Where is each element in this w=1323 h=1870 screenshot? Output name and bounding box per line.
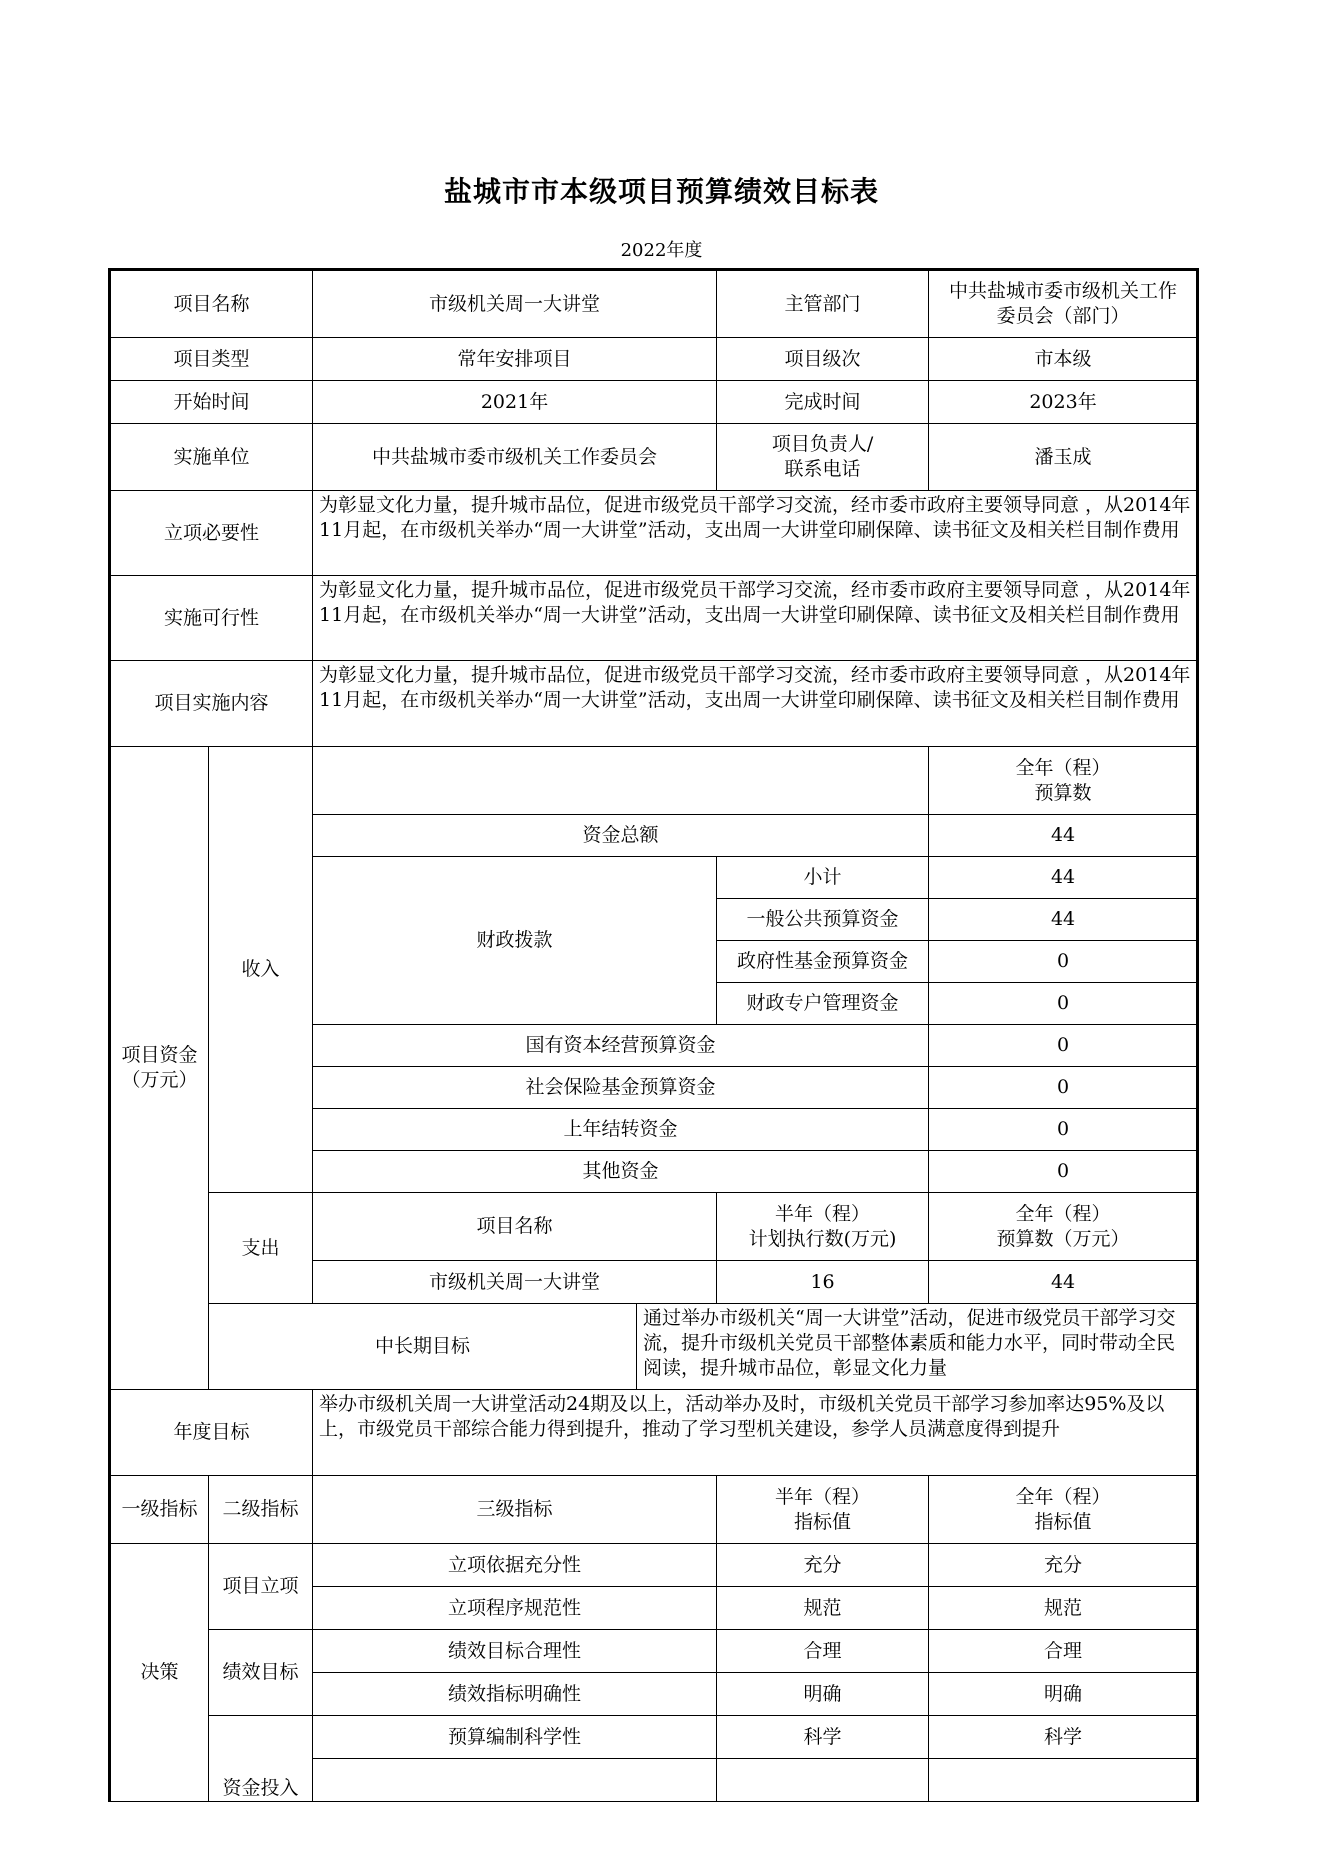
owner-value: 潘玉成 <box>929 424 1198 491</box>
annual-goal-label: 年度目标 <box>110 1390 313 1476</box>
exp-half-header: 半年（程） 计划执行数(万元) <box>717 1193 929 1261</box>
feasibility-label: 实施可行性 <box>110 576 313 661</box>
long-goal-text: 通过举办市级机关“周一大讲堂”活动，促进市级党员干部学习交流，提升市级机关党员干部整体素质和能力水平，同时带动全民阅读，提升城市品位，彰显文化力量 <box>637 1304 1198 1390</box>
row-unit <box>110 424 1198 491</box>
content-label: 项目实施内容 <box>110 661 313 747</box>
table-row <box>110 1630 1198 1673</box>
other-value: 0 <box>929 1151 1198 1193</box>
exp-half: 16 <box>717 1261 929 1304</box>
subtotal-value: 44 <box>929 857 1198 899</box>
indicator-name: 立项程序规范性 <box>313 1587 717 1630</box>
level-value: 市本级 <box>929 338 1198 381</box>
general-label: 一般公共预算资金 <box>717 899 929 941</box>
row-long-goal <box>110 1304 1198 1390</box>
indicator-h2: 二级指标 <box>209 1476 313 1544</box>
exp-name: 市级机关周一大讲堂 <box>313 1261 717 1304</box>
budget-header: 全年（程） 预算数 <box>929 747 1198 815</box>
dept-value: 中共盐城市委市级机关工作 委员会（部门） <box>929 270 1198 338</box>
necessity-label: 立项必要性 <box>110 491 313 576</box>
indicator-h3: 三级指标 <box>313 1476 717 1544</box>
necessity-text: 为彰显文化力量，提升城市品位，促进市级党员干部学习交流，经市委市政府主要领导同意 ，从2014年11月起，在市级机关举办“周一大讲堂”活动，支出周一大讲堂印刷保障、读书征文及相关栏目制作费用 <box>313 491 1198 576</box>
social-value: 0 <box>929 1067 1198 1109</box>
general-value: 44 <box>929 899 1198 941</box>
exp-full: 44 <box>929 1261 1198 1304</box>
indicator-level1: 决策 <box>110 1544 209 1802</box>
expense-label: 支出 <box>209 1193 313 1304</box>
indicator-h5: 全年（程） 指标值 <box>929 1476 1198 1544</box>
type-label: 项目类型 <box>110 338 313 381</box>
special-label: 财政专户管理资金 <box>717 983 929 1025</box>
row-content <box>110 661 1198 747</box>
indicator-half: 合理 <box>717 1630 929 1673</box>
indicator-name: 立项依据充分性 <box>313 1544 717 1587</box>
end-value: 2023年 <box>929 381 1198 424</box>
indicator-name: 预算编制科学性 <box>313 1716 717 1759</box>
unit-value: 中共盐城市委市级机关工作委员会 <box>313 424 717 491</box>
social-label: 社会保险基金预算资金 <box>313 1067 929 1109</box>
state-capital-label: 国有资本经营预算资金 <box>313 1025 929 1067</box>
page-title: 盐城市市本级项目预算绩效目标表 <box>443 175 879 208</box>
indicator-half: 科学 <box>717 1716 929 1759</box>
indicator-full: 规范 <box>929 1587 1198 1630</box>
row-necessity <box>110 491 1198 576</box>
long-goal-label: 中长期目标 <box>209 1304 637 1390</box>
project-name-value: 市级机关周一大讲堂 <box>313 270 717 338</box>
indicator-half: 规范 <box>717 1587 929 1630</box>
carryover-value: 0 <box>929 1109 1198 1151</box>
row-expense-header <box>110 1193 1198 1261</box>
indicator-full: 合理 <box>929 1630 1198 1673</box>
indicator-group-1: 项目立项 <box>209 1544 313 1630</box>
fiscal-label: 财政拨款 <box>313 857 717 1025</box>
indicator-full: 充分 <box>929 1544 1198 1587</box>
table-row <box>110 1716 1198 1759</box>
special-value: 0 <box>929 983 1198 1025</box>
state-capital-value: 0 <box>929 1025 1198 1067</box>
indicator-name: 绩效指标明确性 <box>313 1673 717 1716</box>
table-row <box>110 1544 1198 1587</box>
owner-label: 项目负责人/ 联系电话 <box>717 424 929 491</box>
indicator-group-3: 资金投入 <box>209 1716 313 1802</box>
annual-goal-text: 举办市级机关周一大讲堂活动24期及以上，活动举办及时，市级机关党员干部学习参加率达95%及以上，市级党员干部综合能力得到提升，推动了学习型机关建设，参学人员满意度得到提升 <box>313 1390 1198 1476</box>
start-label: 开始时间 <box>110 381 313 424</box>
unit-label: 实施单位 <box>110 424 313 491</box>
row-funds-header <box>110 747 1198 815</box>
indicator-name: 绩效目标合理性 <box>313 1630 717 1673</box>
exp-full-header: 全年（程） 预算数（万元） <box>929 1193 1198 1261</box>
row-project-type <box>110 338 1198 381</box>
performance-table <box>108 268 1199 1802</box>
exp-name-header: 项目名称 <box>313 1193 717 1261</box>
total-value: 44 <box>929 815 1198 857</box>
indicator-full: 科学 <box>929 1716 1198 1759</box>
performance-table-sheet <box>108 268 1196 1799</box>
level-label: 项目级次 <box>717 338 929 381</box>
indicator-group-2: 绩效目标 <box>209 1630 313 1716</box>
subtotal-label: 小计 <box>717 857 929 899</box>
content-text: 为彰显文化力量，提升城市品位，促进市级党员干部学习交流，经市委市政府主要领导同意 ，从2014年11月起，在市级机关举办“周一大讲堂”活动，支出周一大讲堂印刷保障、读书征文及相关栏目制作费用 <box>313 661 1198 747</box>
indicator-h4: 半年（程） 指标值 <box>717 1476 929 1544</box>
indicator-full: 明确 <box>929 1673 1198 1716</box>
start-value: 2021年 <box>313 381 717 424</box>
gov-fund-value: 0 <box>929 941 1198 983</box>
row-project-name <box>110 270 1198 338</box>
indicator-h1: 一级指标 <box>110 1476 209 1544</box>
gov-fund-label: 政府性基金预算资金 <box>717 941 929 983</box>
other-label: 其他资金 <box>313 1151 929 1193</box>
page-year: 2022年度 <box>620 240 703 261</box>
row-dates <box>110 381 1198 424</box>
indicator-half: 充分 <box>717 1544 929 1587</box>
row-feasibility <box>110 576 1198 661</box>
funds-label: 项目资金 （万元） <box>110 747 209 1390</box>
dept-label: 主管部门 <box>717 270 929 338</box>
income-label: 收入 <box>209 747 313 1193</box>
indicator-half: 明确 <box>717 1673 929 1716</box>
project-name-label: 项目名称 <box>110 270 313 338</box>
row-indicator-header <box>110 1476 1198 1544</box>
total-label: 资金总额 <box>313 815 929 857</box>
end-label: 完成时间 <box>717 381 929 424</box>
feasibility-text: 为彰显文化力量，提升城市品位，促进市级党员干部学习交流，经市委市政府主要领导同意 ，从2014年11月起，在市级机关举办“周一大讲堂”活动，支出周一大讲堂印刷保障、读书征文及相关栏目制作费用 <box>313 576 1198 661</box>
type-value: 常年安排项目 <box>313 338 717 381</box>
row-annual-goal <box>110 1390 1198 1476</box>
carryover-label: 上年结转资金 <box>313 1109 929 1151</box>
funds-header-empty <box>313 747 929 815</box>
